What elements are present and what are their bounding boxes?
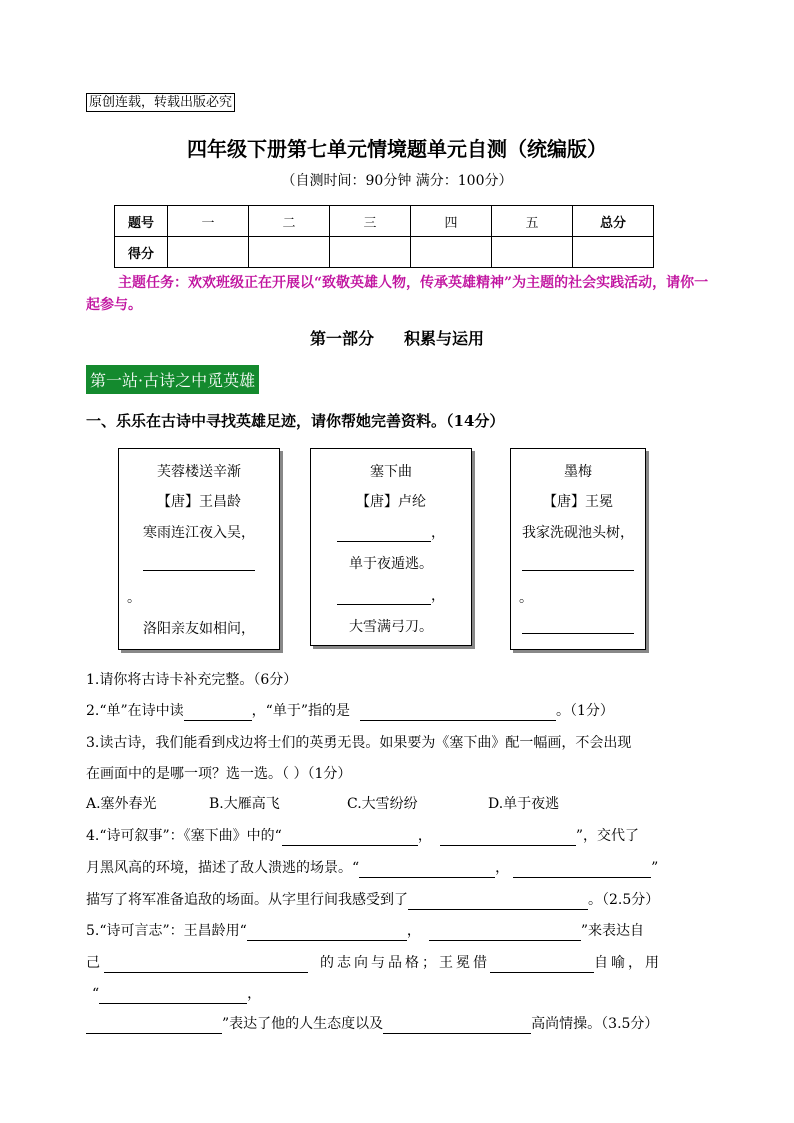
answer-blank[interactable] (408, 893, 588, 910)
question-4-line-1 (86, 826, 639, 846)
answer-blank[interactable] (337, 525, 431, 542)
answer-blank[interactable] (440, 829, 576, 846)
question-text: 己 (86, 955, 100, 971)
question-text: ， (495, 860, 510, 876)
page-subtitle: （自测时间：90分钟 满分：100分） (281, 173, 513, 189)
poem-card-2 (310, 448, 472, 646)
answer-blank[interactable] (86, 1017, 222, 1034)
question-text: “ (92, 986, 100, 1002)
option-d[interactable]: D.单于夜逃 (488, 796, 560, 812)
question-text: 的志向与品格；王冕借 (320, 955, 490, 971)
question-4-line-3 (86, 890, 659, 910)
station-banner: 第一站·古诗之中觅英雄 (86, 365, 259, 394)
poem-title: 塞下曲 (370, 464, 412, 480)
answer-blank[interactable] (383, 1017, 531, 1034)
question-text: 4.“诗可叙事”：《塞下曲》中的“ (86, 828, 282, 844)
question-3-line-1: 3.读古诗，我们能看到戍边将士们的英勇无畏。如果要为《塞下曲》配一幅画，不会出现 (86, 735, 632, 751)
answer-blank[interactable] (104, 956, 308, 973)
poem-mark: ， (431, 525, 445, 541)
answer-blank[interactable] (359, 861, 495, 878)
option-a[interactable]: A.塞外春光 (86, 796, 157, 812)
table-cell: 一 (168, 206, 249, 237)
table-cell: 二 (249, 206, 330, 237)
question-5-line-3 (92, 984, 261, 1004)
answer-blank[interactable] (282, 829, 418, 846)
table-cell[interactable] (492, 237, 573, 268)
question-text: ， (406, 923, 421, 939)
poem-line: 我家洗砚池头树， (522, 525, 634, 541)
answer-blank[interactable] (184, 704, 252, 721)
poem-author: 【唐】王昌龄 (157, 494, 241, 510)
question-text: 5.“诗可言志”：王昌龄用“ (86, 923, 247, 939)
table-cell[interactable] (411, 237, 492, 268)
question-text: 自喻，用 (594, 955, 662, 971)
option-c[interactable]: C.大雪纷纷 (347, 796, 418, 812)
question-text: ”来表达自 (580, 923, 645, 939)
table-row (115, 206, 654, 237)
page-title: 四年级下册第七单元情境题单元自测（统编版） (187, 137, 607, 161)
question-text: ， (417, 828, 432, 844)
table-cell[interactable] (330, 237, 411, 268)
poem-mark: 。 (127, 590, 141, 606)
question-4-line-2 (86, 858, 658, 878)
poem-title: 墨梅 (564, 464, 592, 480)
question-text: ”表达了他的人生态度以及 (222, 1016, 384, 1032)
poem-author: 【唐】王冕 (543, 494, 613, 510)
poem-author: 【唐】卢纶 (356, 494, 426, 510)
poem-title: 芙蓉楼送辛渐 (157, 464, 241, 480)
answer-blank[interactable] (337, 588, 431, 605)
question-text: ， (247, 986, 262, 1002)
answer-blank[interactable] (429, 924, 581, 941)
part-name: 积累与运用 (404, 329, 485, 348)
copyright-tag: 原创连载，转载出版必究 (86, 93, 235, 112)
theme-task: 主题任务：欢欢班级正在开展以“致敬英雄人物，传承英雄精神”为主题的社会实践活动，请你一起参与。 (86, 275, 709, 313)
question-text: 。（2.5分） (588, 892, 660, 908)
question-text: 描写了将军准备追敌的场面。从字里行间我感受到了 (86, 892, 408, 908)
poem-line: 大雪满弓刀。 (349, 619, 433, 635)
answer-blank[interactable] (490, 956, 594, 973)
question-1: 1.请你将古诗卡补充完整。（6分） (86, 672, 298, 688)
poem-mark: ， (431, 588, 445, 604)
table-cell[interactable] (573, 237, 654, 268)
score-table (114, 205, 654, 268)
poem-mark: 。 (519, 590, 533, 606)
question-text: 高尚情操。（3.5分） (531, 1016, 659, 1032)
answer-blank[interactable] (360, 704, 556, 721)
question-text: 2.“单”在诗中读 (86, 703, 184, 719)
answer-blank[interactable] (522, 554, 634, 571)
poem-line: 寒雨连江夜入吴， (143, 525, 255, 541)
poem-card-1 (118, 448, 280, 650)
question-one-title: 一、乐乐在古诗中寻找英雄足迹，请你帮她完善资料。（14分） (86, 412, 505, 430)
question-text: ” (651, 860, 659, 876)
answer-blank[interactable] (513, 861, 651, 878)
question-3-line-2: 在画面中的是哪一项？选一选。（ ）（1分） (86, 766, 352, 782)
table-row (115, 237, 654, 268)
poem-line: 单于夜遁逃。 (349, 556, 433, 572)
question-2 (86, 701, 614, 721)
answer-blank[interactable] (522, 617, 634, 634)
table-cell: 总分 (573, 206, 654, 237)
answer-blank[interactable] (247, 924, 407, 941)
table-cell[interactable] (168, 237, 249, 268)
question-5-line-2 (86, 953, 662, 973)
question-text: 。（1分） (556, 703, 614, 719)
table-cell: 三 (330, 206, 411, 237)
table-cell: 得分 (115, 237, 168, 268)
table-cell: 四 (411, 206, 492, 237)
question-text: ，“单于”指的是 (251, 703, 350, 719)
poem-card-3 (510, 448, 646, 650)
table-cell: 五 (492, 206, 573, 237)
answer-blank[interactable] (143, 554, 255, 571)
part-heading (0, 326, 794, 349)
question-text: ”，交代了 (575, 828, 640, 844)
table-cell[interactable] (249, 237, 330, 268)
answer-blank[interactable] (99, 987, 247, 1004)
question-5-line-1 (86, 921, 644, 941)
question-text: 月黑风高的环境，描述了敌人溃逃的场景。“ (86, 860, 360, 876)
option-b[interactable]: B.大雁高飞 (209, 796, 280, 812)
table-cell: 题号 (115, 206, 168, 237)
part-title: 第一部分 (309, 329, 374, 348)
question-5-line-4 (86, 1014, 658, 1034)
poem-line: 洛阳亲友如相问， (143, 621, 255, 637)
